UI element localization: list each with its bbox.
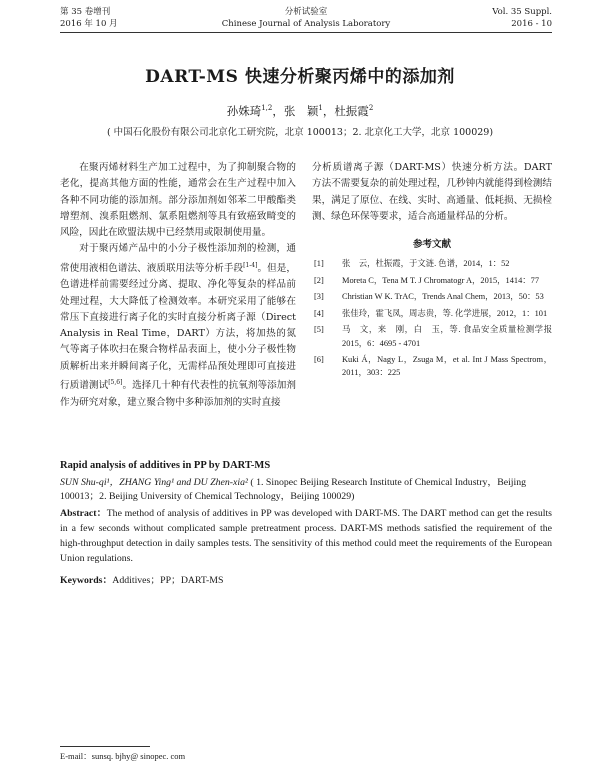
reference-number: [1] [314,259,324,269]
author-affil-mark: 1,2 [261,104,273,113]
header-volume: 第 35 卷增刊 2016 年 10 月 [60,7,118,29]
english-authors-affiliation [60,476,552,504]
reference-text: Christian W K. TrAC，Trends Anal Chem，2013，50：53 [342,292,544,302]
author-list: 孙姝琦$^{1,2}$，张 颖$^1$，杜振霞$^2$ [226,104,374,118]
author-name: 杜振霞 [334,104,369,118]
body-paragraph: 对于聚丙烯产品中的小分子极性添加剂的检测，通常使用液相色谱法、液质联用法等分析手段[1-4]。但是，色谱进样前需要经过分离、提取、净化等复杂的样品前处理过程，大大降低了检测效率。本研究采用了能够在常压下直接进行离子化的实时直接分析离子源（Direct Analysis in Real Time，DART）方法，将加热的氮气等离子体吹扫在聚合物样品表面上，使小分子极性物质解析出来并瞬间离子化，无需样品预处理即可直接进行质谱测试[5,6]。选择几十种有代表性的抗氧剂等添加剂作为研究对象，建立聚合物中多种添加剂的实时直接 [60,243,297,408]
abstract-label: Abstract： [60,508,107,519]
reference-number: [6] [314,354,324,364]
english-authors: SUN Shu-qi¹，ZHANG Ying¹ and DU Zhen-xia² [60,477,248,488]
abstract-text: The method of analysis of additives in PP was developed with DART-MS. The DART method can get the results in a few seconds without complicated sample pretreatment process. DART-MS methods satisfied the requirement of the high-throughput detection in daily samples tests. The sensitivity of this method could meet the requirements of the European Union regulations. [60,508,552,564]
body-text-fragment: 分析质谱离子源（DART-MS）快速分析方法。DART 方法不需要复杂的前处理过程，几秒钟内就能得到检测结果，满足了原位、在线、实时、高通量、低耗损、无损检测、绿色环保等要求，适合高通量样品的分析。 [312,162,552,222]
reference-number: [3] [314,292,324,302]
keywords-label: Keywords： [60,575,113,586]
header-rule [60,32,552,33]
reference-text: Moreta C，Tena M T. J Chromatogr A，2015，1414：77 [342,275,540,285]
body-paragraph-continued [312,160,552,225]
english-keywords [60,572,552,586]
author-name: 张 颖 [283,104,319,118]
english-affiliation: ( 1. Sinopec Beijing Research Institute of Chemical Industry，Beijing 100013；2. Beijing University of Chemical Technology，Beijing 100029) [60,477,527,502]
citation-mark: [1-4] [243,261,258,269]
reference-number: [5] [314,325,324,335]
footnote-rule [60,746,150,747]
reference-item [312,353,552,380]
reference-text: 马 文，来 刚，白 玉，等. 食品安全质量检测学报 2015，6：4695 - 4701 [342,325,552,348]
header-journal: 分析试验室 Chinese Journal of Analysis Laboratory [221,7,391,29]
author-name: 孙姝琦 [226,104,262,118]
reference-item [312,257,552,270]
paper-title: DART-MS 快速分析聚丙烯中的添加剂 [145,67,455,87]
english-title: Rapid analysis of additives in PP by DART-MS [60,460,271,471]
body-right-column [312,160,552,383]
reference-item [312,307,552,320]
author-affil-mark: 1 [318,104,323,113]
reference-text: 张 云，杜振霞，于文涟. 色谱，2014，1：52 [342,259,510,269]
citation-mark: [5,6] [108,379,123,387]
reference-text: 张佳玲，霍飞凤，周志贵，等. 化学进展，2012，1：101 [342,308,548,318]
reference-number: [2] [314,275,324,285]
header-issue: Vol. 35 Suppl. 2016 - 10 [492,7,552,29]
reference-list [312,257,552,379]
reference-item [312,323,552,350]
reference-number: [4] [314,308,324,318]
body-text-fragment: 。选择几十种有代表性的抗氧剂等添加剂作为研究对象，建立聚合物中多种添加剂的实时直接 [60,380,297,408]
affiliation: ( 中国石化股份有限公司北京化工研究院，北京 100013；2. 北京化工大学，北京 100029) [106,127,494,138]
body-left-column [60,160,296,411]
reference-item [312,274,552,287]
running-header [60,4,552,33]
body-paragraph: 在聚丙烯材料生产加工过程中，为了抑制聚合物的老化，提高其他方面的性能，通常会在生产过程中加入各种不同功能的添加剂。部分添加剂如邻苯二甲酸酯类增塑剂、溴系阻燃剂、氯系阻燃剂等具有致癌致畸变的风险，因此在欧盟法规中已经禁用或限制使用量。 [60,162,296,239]
references-heading: 参考文献 [412,239,451,251]
reference-text: Kuki Á，Nagy L，Zsuga M，et al. Int J Mass Spectrom，2011，303：225 [342,354,552,378]
footnote-email: E-mail：sunsq. bjhy@ sinopec. com [60,751,186,761]
reference-item [312,290,552,303]
author-affil-mark: 2 [368,104,374,113]
english-abstract [60,506,552,566]
keywords-text: Additives；PP；DART-MS [112,575,224,586]
